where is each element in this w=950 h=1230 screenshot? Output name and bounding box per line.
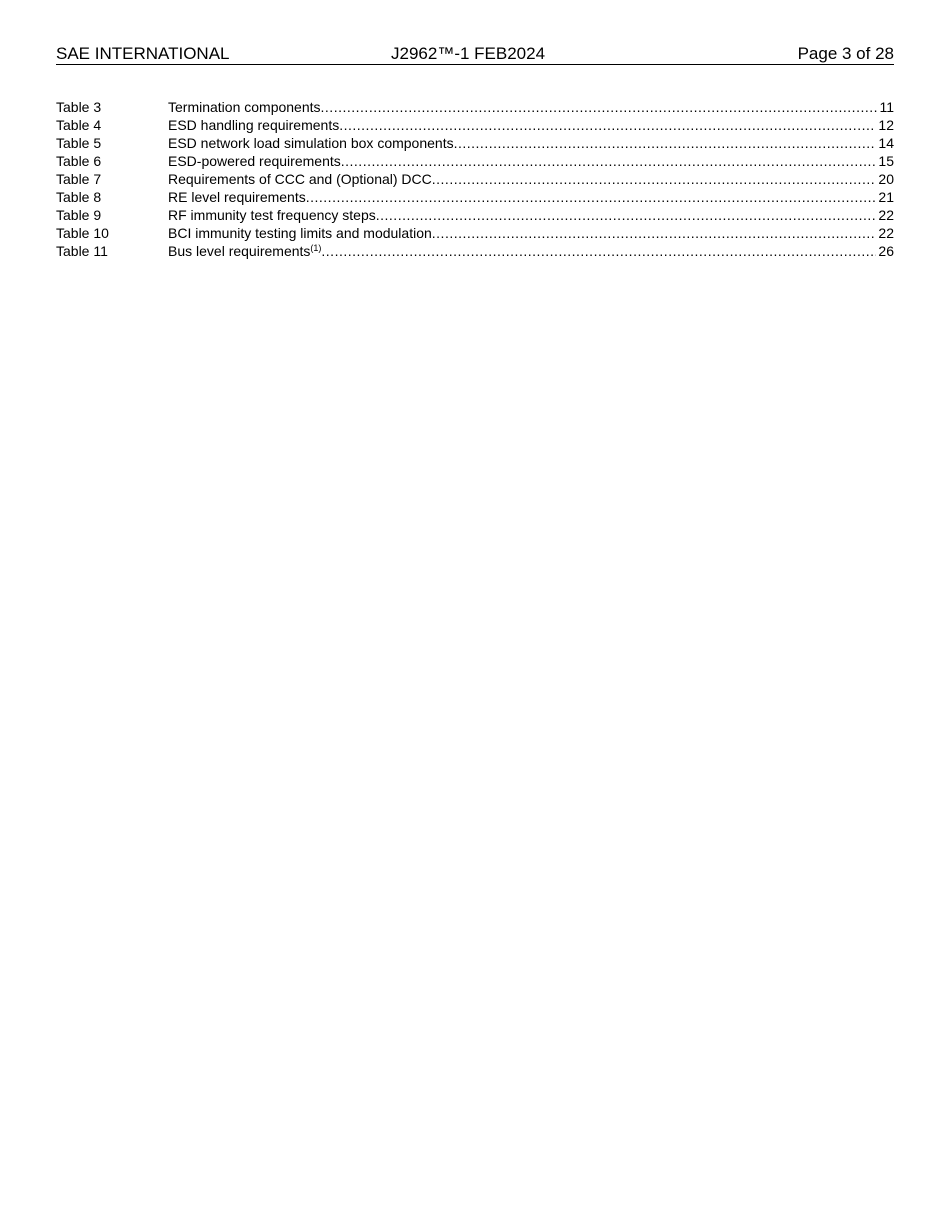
toc-row[interactable]: [56, 188, 894, 206]
header-document-id: J2962™-1 FEB2024: [391, 44, 546, 63]
dot-leader: [321, 98, 878, 116]
dot-leader: [341, 152, 877, 170]
toc-page-number: 22: [878, 207, 894, 223]
toc-entry: [168, 152, 894, 170]
toc-entry: [168, 206, 894, 224]
toc-row[interactable]: [56, 206, 894, 224]
toc-table-number: Table 10: [56, 225, 109, 241]
toc-page-number: 14: [878, 135, 894, 151]
toc-row[interactable]: [56, 242, 894, 260]
toc-page-number: 12: [878, 117, 894, 133]
toc-title: Termination components: [168, 99, 321, 115]
toc-table-number: Table 9: [56, 207, 102, 223]
dot-leader: [432, 170, 877, 188]
header-page-number: Page 3 of 28: [797, 44, 894, 63]
toc-page-number: 26: [878, 243, 894, 259]
toc-page-number: 20: [878, 171, 894, 187]
toc-entry: [168, 98, 894, 116]
toc-row[interactable]: [56, 170, 894, 188]
toc-table-number: Table 4: [56, 117, 102, 133]
toc-table-number: Table 5: [56, 135, 102, 151]
toc-table-number: Table 6: [56, 153, 102, 169]
toc-title: RF immunity test frequency steps: [168, 207, 376, 223]
toc-title: RE level requirements: [168, 189, 306, 205]
toc-table-number: Table 3: [56, 99, 102, 115]
toc-row[interactable]: [56, 116, 894, 134]
toc-entry: [168, 170, 894, 188]
dot-leader: [432, 224, 877, 242]
toc-page-number: 15: [878, 153, 894, 169]
toc-page-number: 22: [878, 225, 894, 241]
toc-entry: [168, 134, 894, 152]
header-organization: SAE INTERNATIONAL: [56, 44, 230, 63]
toc-table-number: Table 11: [56, 243, 108, 259]
toc-entry: [168, 242, 894, 260]
toc-table-number: Table 7: [56, 171, 102, 187]
toc-page-number: 11: [879, 99, 894, 115]
toc-title: Bus level requirements$^{(1)}$: [168, 243, 322, 259]
toc-entry: [168, 188, 894, 206]
toc-row[interactable]: [56, 224, 894, 242]
toc-table-number: Table 8: [56, 189, 102, 205]
list-of-tables: [56, 98, 894, 260]
toc-row[interactable]: [56, 98, 894, 116]
toc-title: ESD handling requirements: [168, 117, 340, 133]
toc-title: BCI immunity testing limits and modulation: [168, 225, 432, 241]
dot-leader: [339, 116, 876, 134]
toc-entry: [168, 116, 894, 134]
dot-leader: [306, 188, 877, 206]
toc-title: Requirements of CCC and (Optional) DCC: [168, 171, 432, 187]
dot-leader: [376, 206, 877, 224]
page-header: [56, 43, 894, 65]
toc-row[interactable]: [56, 152, 894, 170]
toc-title: ESD-powered requirements: [168, 153, 341, 169]
toc-title: ESD network load simulation box components: [168, 135, 454, 151]
dot-leader: [454, 134, 877, 152]
dot-leader: [321, 242, 876, 260]
toc-row[interactable]: [56, 134, 894, 152]
toc-footnote-ref: (1): [310, 243, 322, 253]
toc-page-number: 21: [878, 189, 894, 205]
toc-entry: [168, 224, 894, 242]
